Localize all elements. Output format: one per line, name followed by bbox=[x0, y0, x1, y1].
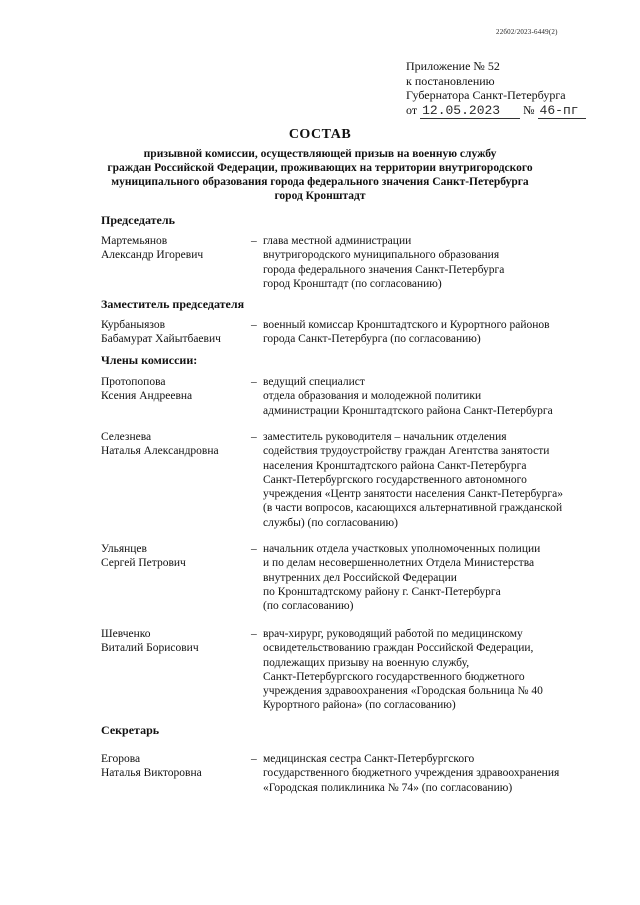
subtitle-line: город Кронштадт bbox=[274, 190, 366, 202]
appendix-governor: Губернатора Санкт-Петербурга bbox=[406, 88, 566, 102]
position-line: Санкт-Петербургского государственного автономного bbox=[263, 473, 527, 486]
given-names: Сергей Петрович bbox=[101, 557, 186, 570]
section-chairman: Председатель bbox=[101, 213, 175, 227]
position-line: содействия трудоустройству граждан Агентства занятости bbox=[263, 445, 550, 458]
position-line: город Кронштадт (по согласованию) bbox=[263, 277, 442, 290]
position-line: учреждения «Центр занятости населения Санкт-Петербурга» bbox=[263, 488, 563, 501]
dash: – bbox=[251, 753, 257, 765]
section-members: Члены комиссии: bbox=[101, 353, 198, 367]
appendix-to-decree: к постановлению bbox=[406, 73, 495, 88]
page-subtitle bbox=[40, 147, 600, 203]
surname: Мартемьянов bbox=[101, 235, 168, 247]
position-line: внутригородского муниципального образования bbox=[263, 249, 500, 262]
member-position bbox=[263, 430, 613, 530]
surname: Селезнева bbox=[101, 431, 152, 443]
position-line: медицинская сестра Санкт-Петербургского bbox=[263, 753, 475, 765]
position-line: отдела образования и молодежной политики bbox=[263, 390, 482, 403]
member-position bbox=[263, 752, 613, 795]
dash: – bbox=[251, 235, 257, 247]
position-line: города Санкт-Петербурга (по согласованию) bbox=[263, 333, 481, 346]
surname: Курбаныязов bbox=[101, 319, 166, 331]
position-line: Санкт-Петербургского государственного бюджетного bbox=[263, 670, 525, 683]
decree-date: 12.05.2023 bbox=[420, 104, 520, 120]
document-id: 22б02/2023-6449(2) bbox=[496, 28, 558, 36]
dash: – bbox=[251, 543, 257, 555]
appendix-number: Приложение № 52 bbox=[406, 59, 500, 73]
position-line: заместитель руководителя – начальник отделения bbox=[263, 431, 507, 443]
dash: – bbox=[251, 376, 257, 388]
position-line: (по согласованию) bbox=[263, 600, 354, 613]
position-line: внутренних дел Российской Федерации bbox=[263, 571, 457, 584]
given-names: Ксения Андреевна bbox=[101, 390, 193, 403]
position-line: города федерального значения Санкт-Петербурга bbox=[263, 263, 505, 276]
page-title: СОСТАВ bbox=[288, 127, 352, 142]
member-position bbox=[263, 375, 613, 418]
position-line: (в части вопросов, касающихся альтернативной гражданской bbox=[263, 502, 563, 515]
position-line: населения Кронштадтского района Санкт-Петербурга bbox=[263, 459, 527, 472]
position-line: подлежащих призыву на военную службу, bbox=[263, 656, 470, 669]
position-line: службы) (по согласованию) bbox=[263, 516, 398, 529]
member-name bbox=[101, 542, 251, 571]
member-position bbox=[263, 627, 613, 713]
member-name bbox=[101, 318, 251, 347]
member-name bbox=[101, 375, 251, 404]
position-line: по Кронштадтскому району г. Санкт-Петербурга bbox=[263, 585, 501, 598]
dash: – bbox=[251, 319, 257, 331]
member-name bbox=[101, 234, 251, 263]
given-names: Александр Игоревич bbox=[101, 249, 204, 262]
given-names: Наталья Викторовна bbox=[101, 767, 202, 780]
subtitle-line: призывной комиссии, осуществляющей призыв на военную службу bbox=[143, 148, 497, 160]
position-line: учреждения здравоохранения «Городская больница № 40 bbox=[263, 685, 543, 698]
subtitle-line: граждан Российской Федерации, проживающих на территории внутригородского bbox=[107, 162, 533, 174]
surname: Ульянцев bbox=[101, 543, 147, 555]
given-names: Наталья Александровна bbox=[101, 445, 219, 458]
member-position bbox=[263, 234, 613, 291]
member-name bbox=[101, 627, 251, 656]
member-name bbox=[101, 430, 251, 459]
number-prefix: № bbox=[523, 102, 535, 117]
title-block bbox=[40, 127, 600, 203]
section-secretary: Секретарь bbox=[101, 723, 160, 737]
given-names: Бабамурат Хайытбаевич bbox=[101, 333, 221, 346]
position-line: начальник отдела участковых уполномоченных полиции bbox=[263, 543, 541, 555]
position-line: врач-хирург, руководящий работой по медицинскому bbox=[263, 628, 523, 640]
member-name bbox=[101, 752, 251, 781]
position-line: администрации Кронштадтского района Санкт-Петербурга bbox=[263, 404, 553, 417]
dash: – bbox=[251, 431, 257, 443]
position-line: глава местной администрации bbox=[263, 235, 412, 247]
appendix-date-line bbox=[406, 103, 606, 120]
surname: Шевченко bbox=[101, 628, 151, 640]
position-line: ведущий специалист bbox=[263, 376, 365, 388]
position-line: государственного бюджетного учреждения здравоохранения bbox=[263, 767, 560, 780]
position-line: военный комиссар Кронштадтского и Курортного районов bbox=[263, 319, 550, 331]
surname: Протопопова bbox=[101, 376, 166, 388]
appendix-block bbox=[406, 59, 606, 119]
subtitle-line: муниципального образования города федерального значения Санкт-Петербурга bbox=[111, 176, 529, 188]
position-line: Курортного района» (по согласованию) bbox=[263, 699, 456, 712]
date-prefix: от bbox=[406, 102, 418, 117]
decree-number: 46-пг bbox=[538, 104, 586, 120]
section-deputy: Заместитель председателя bbox=[101, 297, 245, 311]
member-position bbox=[263, 318, 613, 347]
position-line: освидетельствованию граждан Российской Федерации, bbox=[263, 642, 534, 655]
dash: – bbox=[251, 628, 257, 640]
position-line: «Городская поликлиника № 74» (по согласованию) bbox=[263, 781, 513, 794]
surname: Егорова bbox=[101, 753, 141, 765]
position-line: и по делам несовершеннолетних Отдела Министерства bbox=[263, 557, 535, 570]
member-position bbox=[263, 542, 613, 613]
given-names: Виталий Борисович bbox=[101, 642, 199, 655]
